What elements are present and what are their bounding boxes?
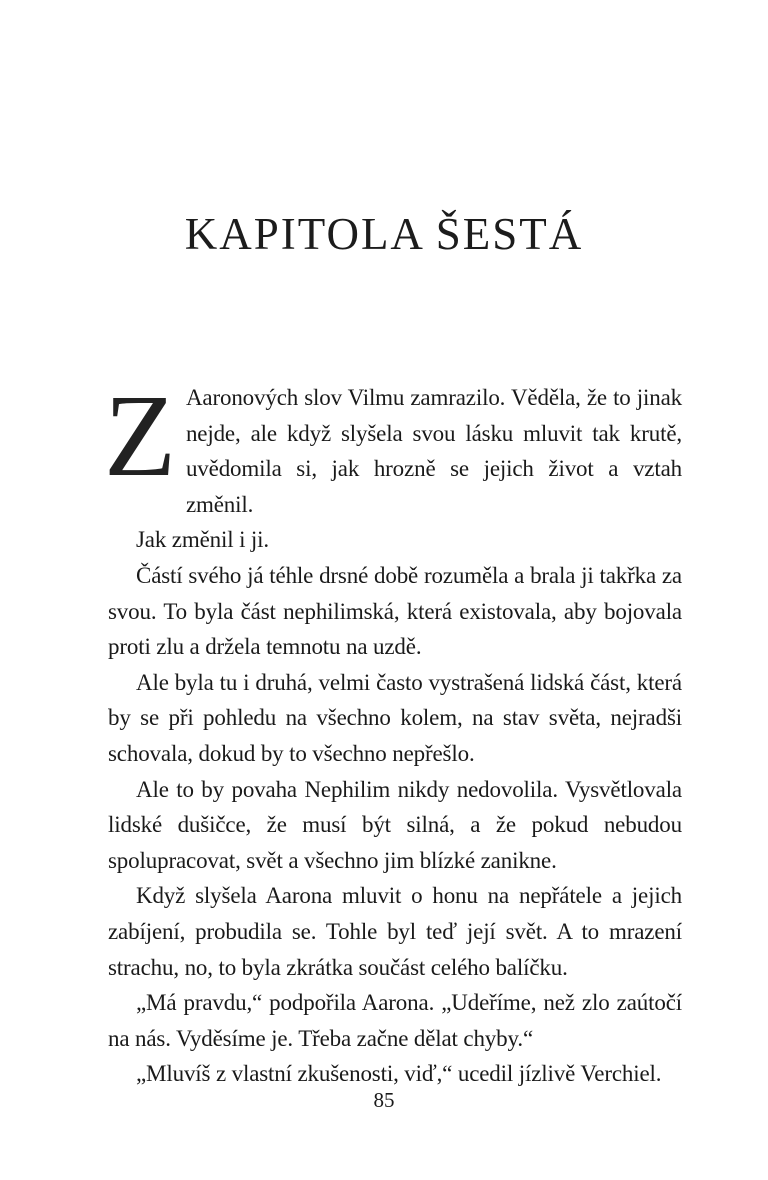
chapter-title: KAPITOLA ŠESTÁ bbox=[184, 209, 584, 259]
drop-cap: Z bbox=[104, 370, 176, 501]
page-number: 85 bbox=[373, 1088, 395, 1112]
paragraph-3: Částí svého já téhle drsné době rozuměla a brala ji takřka za svou. To byla část nephilimská, která existovala, aby bojovala proti zlu a držela temnotu na uzdě. bbox=[108, 562, 682, 660]
paragraph-4: Ale byla tu i druhá, velmi často vystrašená lidská část, která by se při pohledu na všechno kolem, na stav světa, nejradši schovala, dokud by to všechno nepřešlo. bbox=[108, 669, 682, 766]
paragraph-1 bbox=[104, 370, 682, 522]
paragraph-8: „Mluvíš z vlastní zkušenosti, viď,“ ucedil jízlivě Verchiel. bbox=[136, 1061, 662, 1087]
chapter-body bbox=[104, 370, 682, 1092]
paragraph-6: Když slyšela Aarona mluvit o honu na nepřátele a jejich zabíjení, probudila se. Tohle byl teď její svět. A to mrazení strachu, no, to byla zkrátka součást celého balíčku. bbox=[108, 883, 682, 980]
paragraph-7: „Má pravdu,“ podpořila Aarona. „Udeříme, než zlo zaútočí na nás. Vyděsíme je. Třeba začne dělat chyby.“ bbox=[108, 990, 682, 1051]
paragraph-5: Ale to by povaha Nephilim nikdy nedovolila. Vysvětlovala lidské dušičce, že musí být silná, a že pokud nebudou spolupracovat, svět a všechno jim blízké zanikne. bbox=[108, 776, 682, 873]
paragraph-2: Jak změnil i ji. bbox=[136, 527, 270, 553]
paragraph-1-text: Aaronových slov Vilmu zamrazilo. Věděla, že to jinak nejde, ale když slyšela svou lásku mluvit tak krutě, uvědomila si, jak hrozně se jejich život a vztah změnil. bbox=[185, 385, 682, 517]
